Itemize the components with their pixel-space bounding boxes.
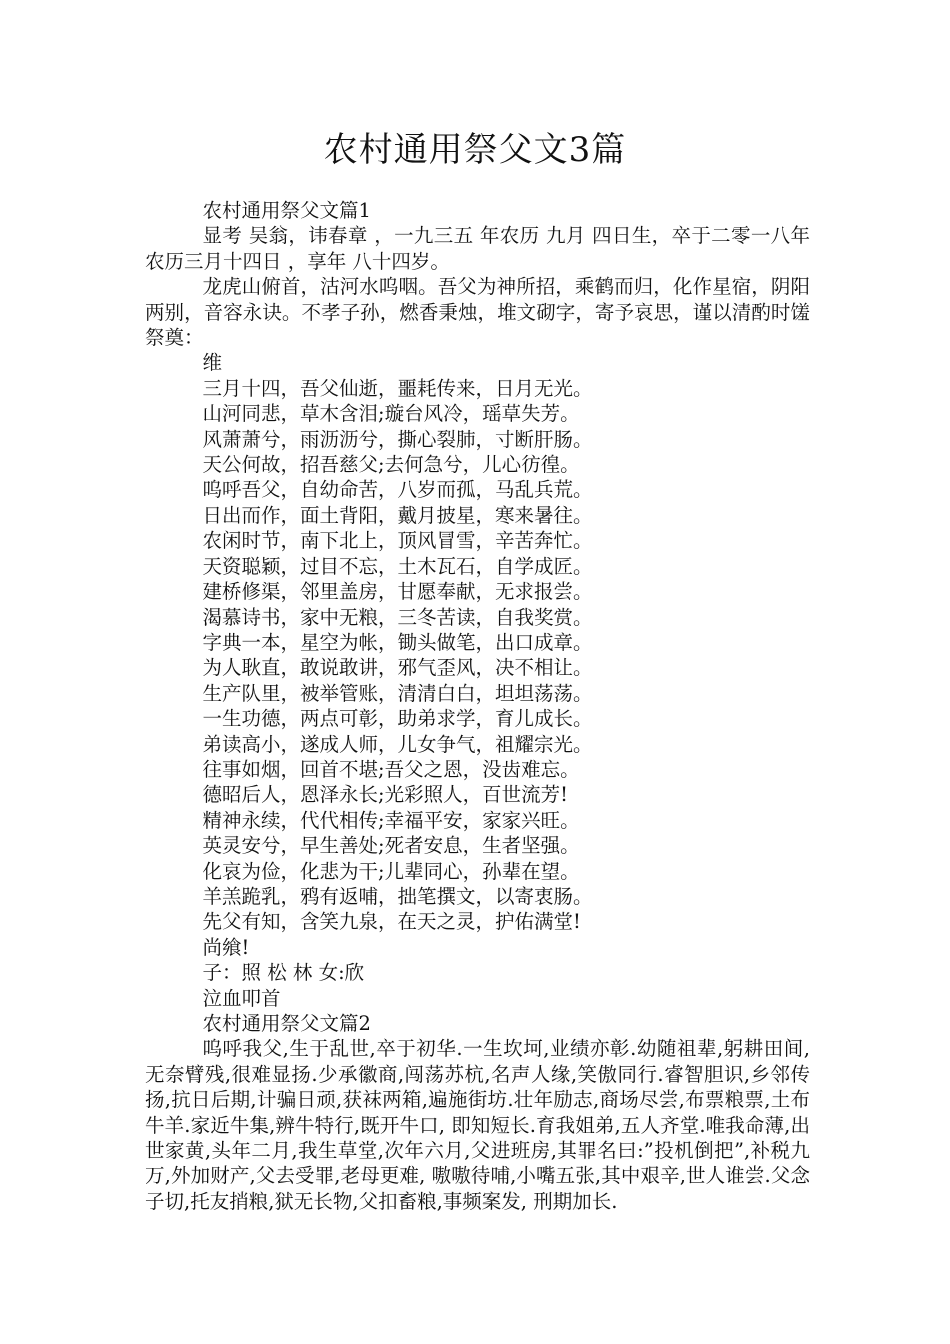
- verse-line: 呜呼吾父，自幼命苦，八岁而孤，马乱兵荒。: [202, 478, 593, 502]
- signature-line: 泣血叩首: [202, 986, 281, 1010]
- verse-line: 山河同悲，草木含泪;璇台风冷，瑶草失芳。: [202, 402, 580, 426]
- verse-line: 先父有知，含笑九泉，在天之灵，护佑满堂!: [202, 910, 581, 934]
- verse-line: 精神永续，代代相传;幸福平安，家家兴旺。: [202, 808, 580, 832]
- page-title: 农村通用祭父文3篇: [323, 130, 627, 170]
- section-heading: 农村通用祭父文篇1: [202, 199, 371, 222]
- verse-line: 弟读高小，遂成人师，儿女争气，祖耀宗光。: [202, 732, 593, 756]
- verse-line: 天资聪颖，过目不忘，土木瓦石，自学成匠。: [202, 554, 593, 578]
- paragraph: 维: [202, 351, 223, 375]
- verse-line: 风萧萧兮，雨沥沥兮，撕心裂肺，寸断肝肠。: [202, 427, 593, 451]
- verse-line: 渴慕诗书，家中无粮，三冬苦读，自我奖赏。: [202, 605, 593, 629]
- section-heading: 农村通用祭父文篇2: [202, 1012, 371, 1035]
- verse-line: 英灵安兮，早生善处;死者安息，生者坚强。: [202, 834, 580, 858]
- verse-line: 天公何故，招吾慈父;去何急兮，儿心彷徨。: [202, 453, 580, 477]
- paragraph: 龙虎山俯首，沽河水呜咽。吾父为神所招，乘鹤而归，化作星宿，阴阳两别，音容永诀。不孝子孙，燃香秉烛，堆文砌字，寄予哀思，谨以清酌时馐祭奠：: [145, 275, 810, 350]
- verse-line: 一生功德，两点可彰，助弟求学，育儿成长。: [202, 707, 593, 731]
- verse-line: 农闲时节，南下北上，顶风冒雪，辛苦奔忙。: [202, 529, 593, 553]
- document-body: [145, 198, 810, 1214]
- verse-line: 三月十四，吾父仙逝，噩耗传来，日月无光。: [202, 376, 593, 400]
- verse-line: 往事如烟，回首不堪;吾父之恩，没齿难忘。: [202, 757, 580, 781]
- verse-line: 为人耿直，敢说敢讲，邪气歪风，决不相让。: [202, 656, 593, 680]
- verse-line: 建桥修渠，邻里盖房，甘愿奉献，无求报尝。: [202, 580, 593, 604]
- verse-line: 日出而作，面土背阳，戴月披星，寒来暑往。: [202, 503, 593, 527]
- verse-line: 羊羔跪乳，鸦有返哺，拙笔撰文，以寄衷肠。: [202, 884, 593, 908]
- paragraph: 呜呼我父,生于乱世,卒于初华.一生坎坷,业绩亦彰.幼随祖辈,躬耕田间,无奈臂残,很难显扬.少承徽商,闯荡苏杭,名声人缘,笑傲同行.睿智胆识,乡邻传扬,抗日后期,计骗日顽,获袜两箱,遍施街坊.壮年励志,商场尽尝,布票粮票,土布牛羊.家近牛集,辨牛特行,既开牛口, 即知短长.育我姐弟,五人齐堂.唯我命薄,出世家黄,头年二月,我生草堂,次年六月,父进班房,其罪名曰:”投机倒把”,补税九万,外加财产,父去受罪,老母更难, 嗷嗷待哺,小嘴五张,其中艰辛,世人谁尝.父念子切,托友捎粮,狱无长物,父扣畜粮,事频案发, 刑期加长.: [145, 1037, 810, 1213]
- verse-line: 生产队里，被举管账，清清白白，坦坦荡荡。: [202, 681, 593, 705]
- signature-line: 子：照 松 林 女:欣: [202, 961, 365, 985]
- verse-line: 德昭后人，恩泽永长;光彩照人，百世流芳!: [202, 783, 568, 807]
- verse-line: 尚飨!: [202, 935, 250, 959]
- verse-line: 字典一本，星空为帐，锄头做笔，出口成章。: [202, 630, 593, 654]
- verse-line: 化哀为俭，化悲为干;儿辈同心，孙辈在望。: [202, 859, 580, 883]
- paragraph: 显考 吴翁，讳春章 ，一九三五 年农历 九月 四日生，卒于二零一八年农历三月十四日 ，享年 八十四岁。: [145, 224, 810, 273]
